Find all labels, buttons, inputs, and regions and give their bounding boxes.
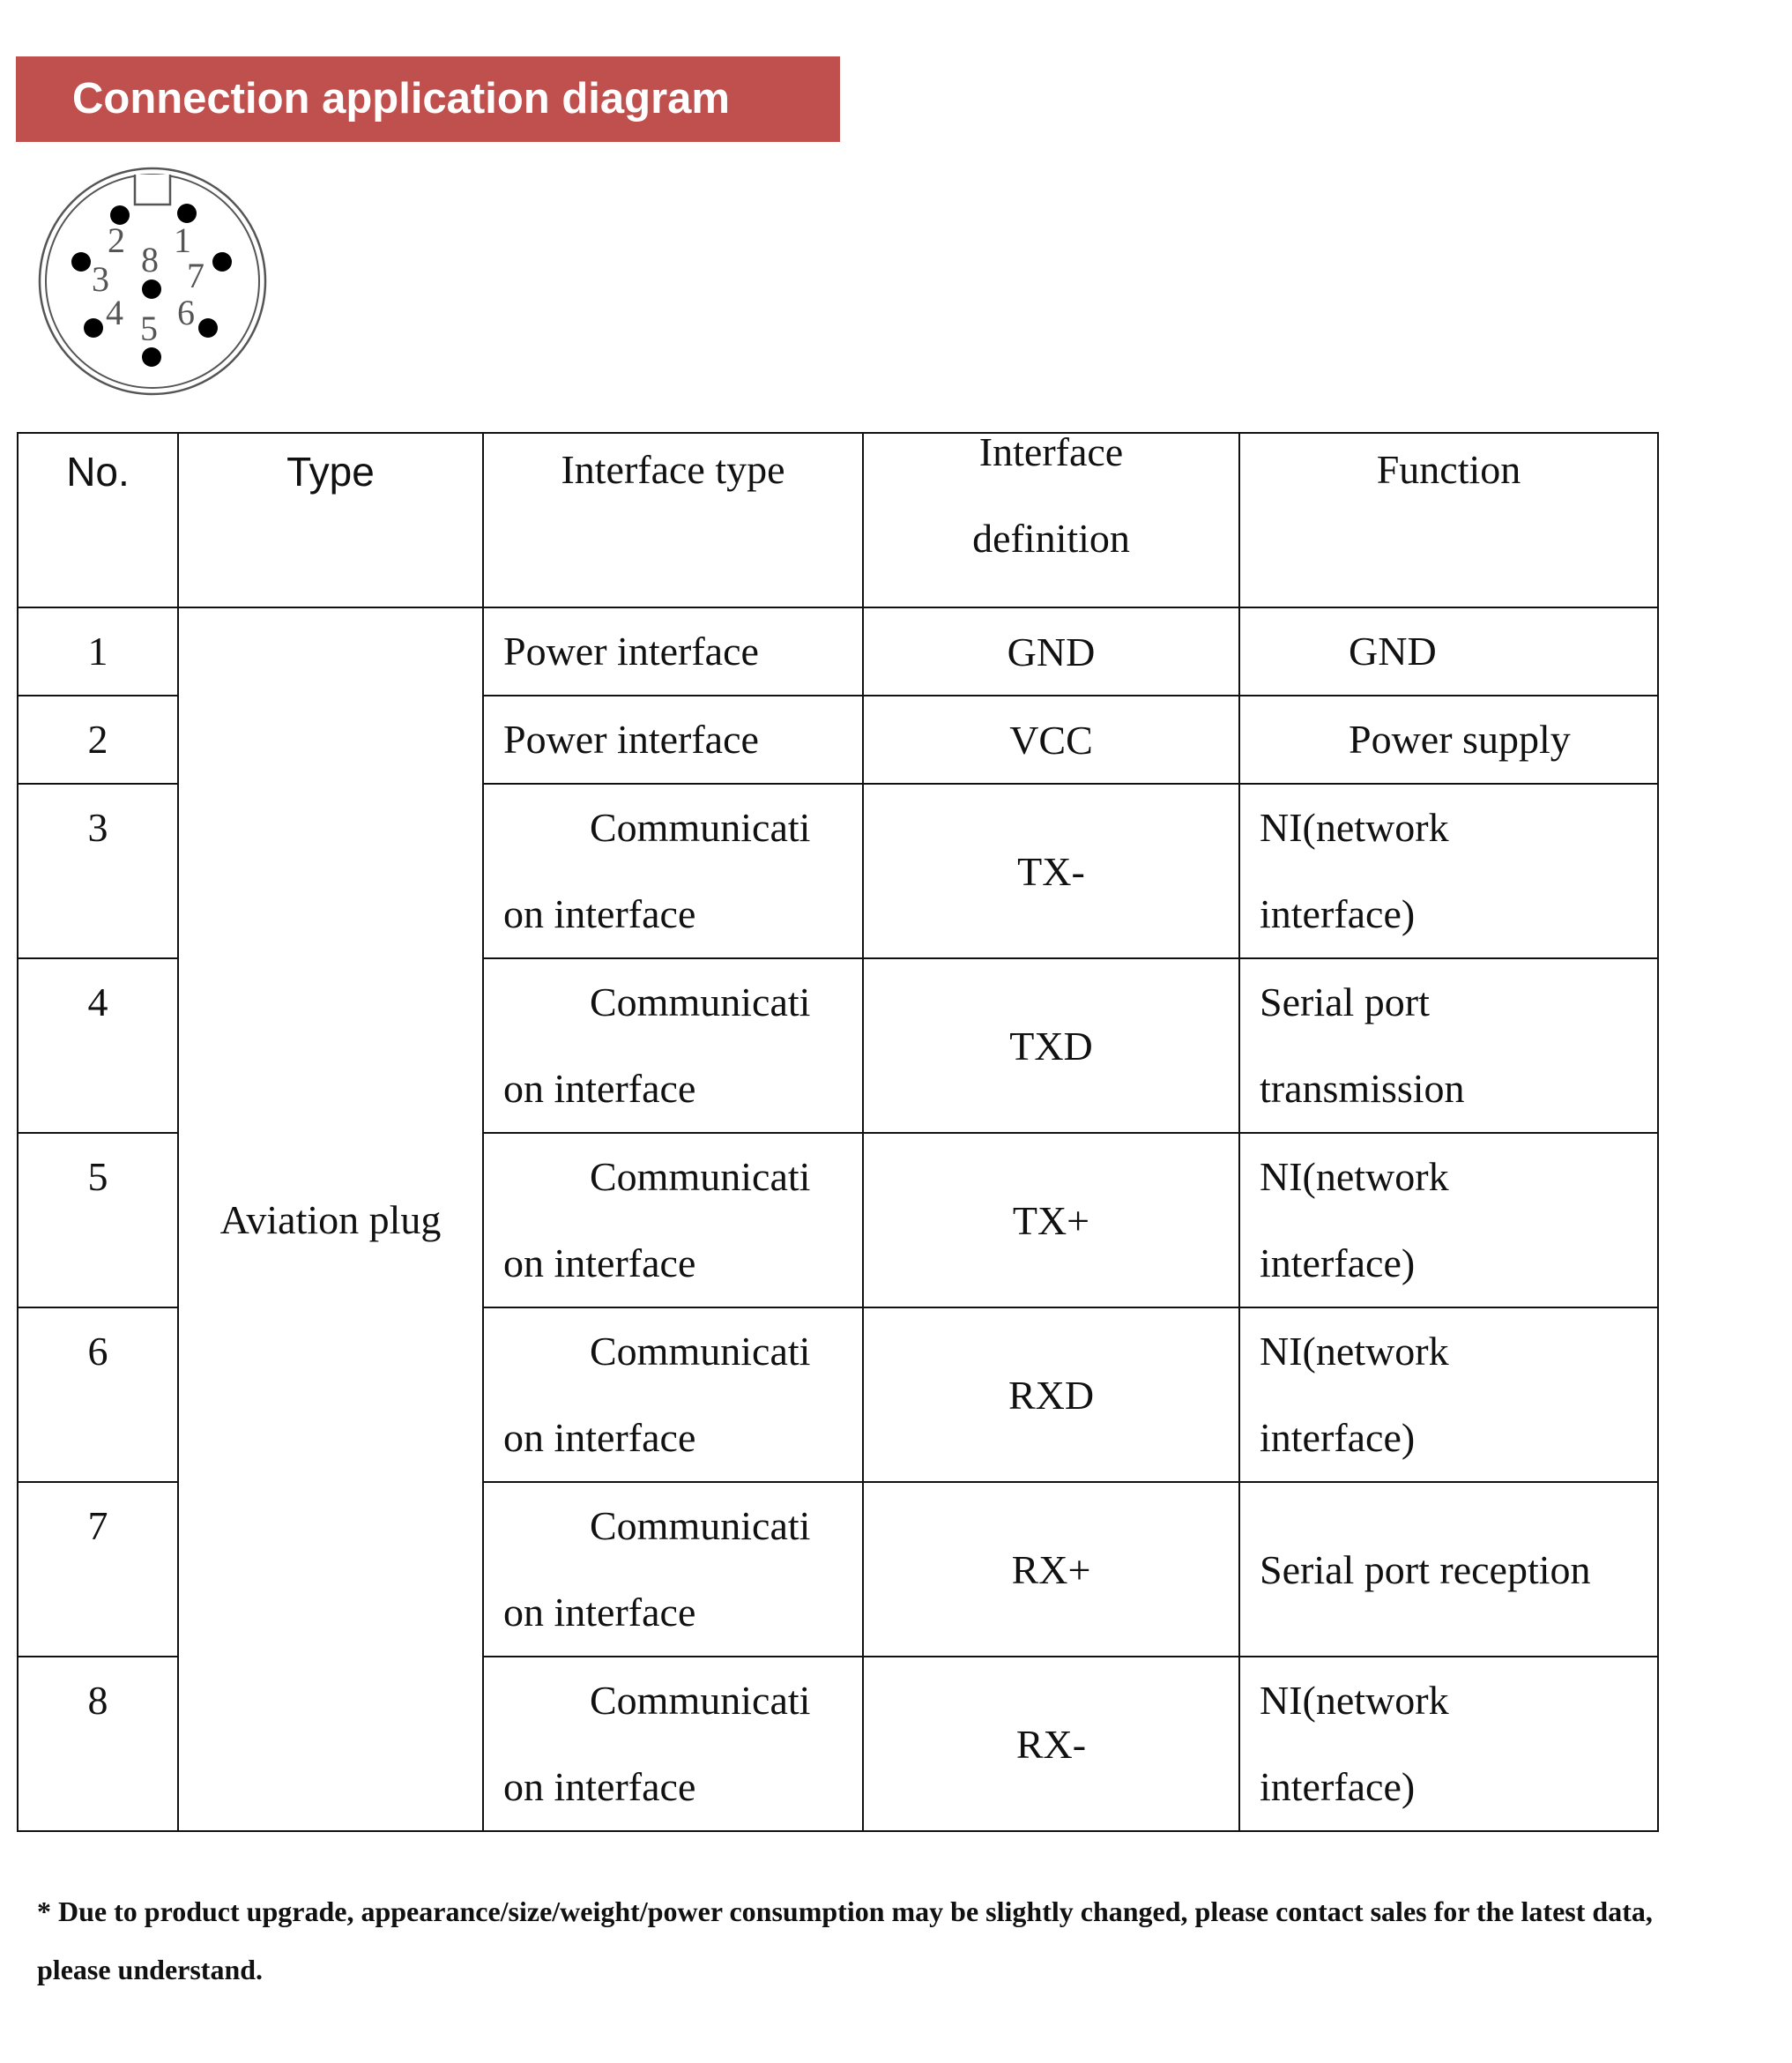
cell-interface-type: Communicati on interface [483, 1657, 863, 1831]
cell-interface-type: Power interface [483, 696, 863, 784]
cell-function: Serial port transmission [1239, 958, 1658, 1133]
cell-no: 4 [18, 958, 178, 1133]
cell-type: Aviation plug [178, 607, 483, 1831]
header-no: No. [18, 433, 178, 607]
cell-interface-type: Communicati on interface [483, 1307, 863, 1482]
pin-3-label: 3 [92, 259, 109, 299]
pin-2-label: 2 [108, 220, 125, 260]
cell-interface-type: Communicati on interface [483, 1133, 863, 1307]
connector-key-notch [135, 175, 170, 205]
cell-definition: RX- [863, 1657, 1239, 1831]
cell-no: 2 [18, 696, 178, 784]
header-interface-type: Interface type [483, 433, 863, 607]
cell-interface-type: Communicati on interface [483, 784, 863, 958]
table-row [18, 607, 1658, 696]
disclaimer-note-line-2: please understand. [37, 1954, 264, 1985]
cell-no: 3 [18, 784, 178, 958]
cell-no: 5 [18, 1133, 178, 1307]
header-type: Type [178, 433, 483, 607]
cell-definition: TX- [863, 784, 1239, 958]
pin-4-label: 4 [106, 293, 123, 332]
connector-pin-diagram [37, 164, 268, 398]
cell-no: 7 [18, 1482, 178, 1657]
pin-1-label: 1 [174, 220, 191, 260]
cell-definition: GND [863, 607, 1239, 696]
connector-pin-diagram-svg [37, 164, 268, 398]
header-function: Function [1239, 433, 1658, 607]
pin-8-label: 8 [141, 240, 159, 279]
section-title-banner [16, 56, 840, 142]
pin-4-dot [84, 318, 103, 338]
cell-definition: TX+ [863, 1133, 1239, 1307]
table-header-row [18, 433, 1658, 607]
cell-no: 6 [18, 1307, 178, 1482]
pin-6-dot [198, 318, 218, 338]
pin-5-label: 5 [140, 309, 158, 348]
cell-function: NI(network interface) [1239, 1133, 1658, 1307]
section-title: Connection application diagram [72, 75, 730, 123]
cell-interface-type: Communicati on interface [483, 958, 863, 1133]
cell-function: NI(network interface) [1239, 784, 1658, 958]
cell-definition: RX+ [863, 1482, 1239, 1657]
cell-definition: VCC [863, 696, 1239, 784]
pin-7-dot [212, 252, 232, 272]
cell-function: GND [1239, 607, 1658, 696]
cell-function: Serial port reception [1239, 1482, 1658, 1657]
cell-function: NI(network interface) [1239, 1657, 1658, 1831]
pin-6-label: 6 [177, 293, 195, 332]
header-interface-definition: Interface definition [863, 433, 1239, 607]
pin-3-dot [71, 252, 91, 272]
cell-interface-type: Power interface [483, 607, 863, 696]
pin-8-dot [142, 279, 161, 299]
pin-definition-table [17, 429, 1659, 1832]
cell-definition: TXD [863, 958, 1239, 1133]
cell-function: NI(network interface) [1239, 1307, 1658, 1482]
cell-function: Power supply [1239, 696, 1658, 784]
cell-definition: RXD [863, 1307, 1239, 1482]
disclaimer-note-line-1: * Due to product upgrade, appearance/size/weight/power consumption may be slightly changed, please contact sales for the latest data, [37, 1895, 1653, 1927]
pin-5-dot [142, 347, 161, 367]
cell-no: 1 [18, 607, 178, 696]
cell-interface-type: Communicati on interface [483, 1482, 863, 1657]
pin-7-label: 7 [187, 256, 204, 295]
cell-no: 8 [18, 1657, 178, 1831]
